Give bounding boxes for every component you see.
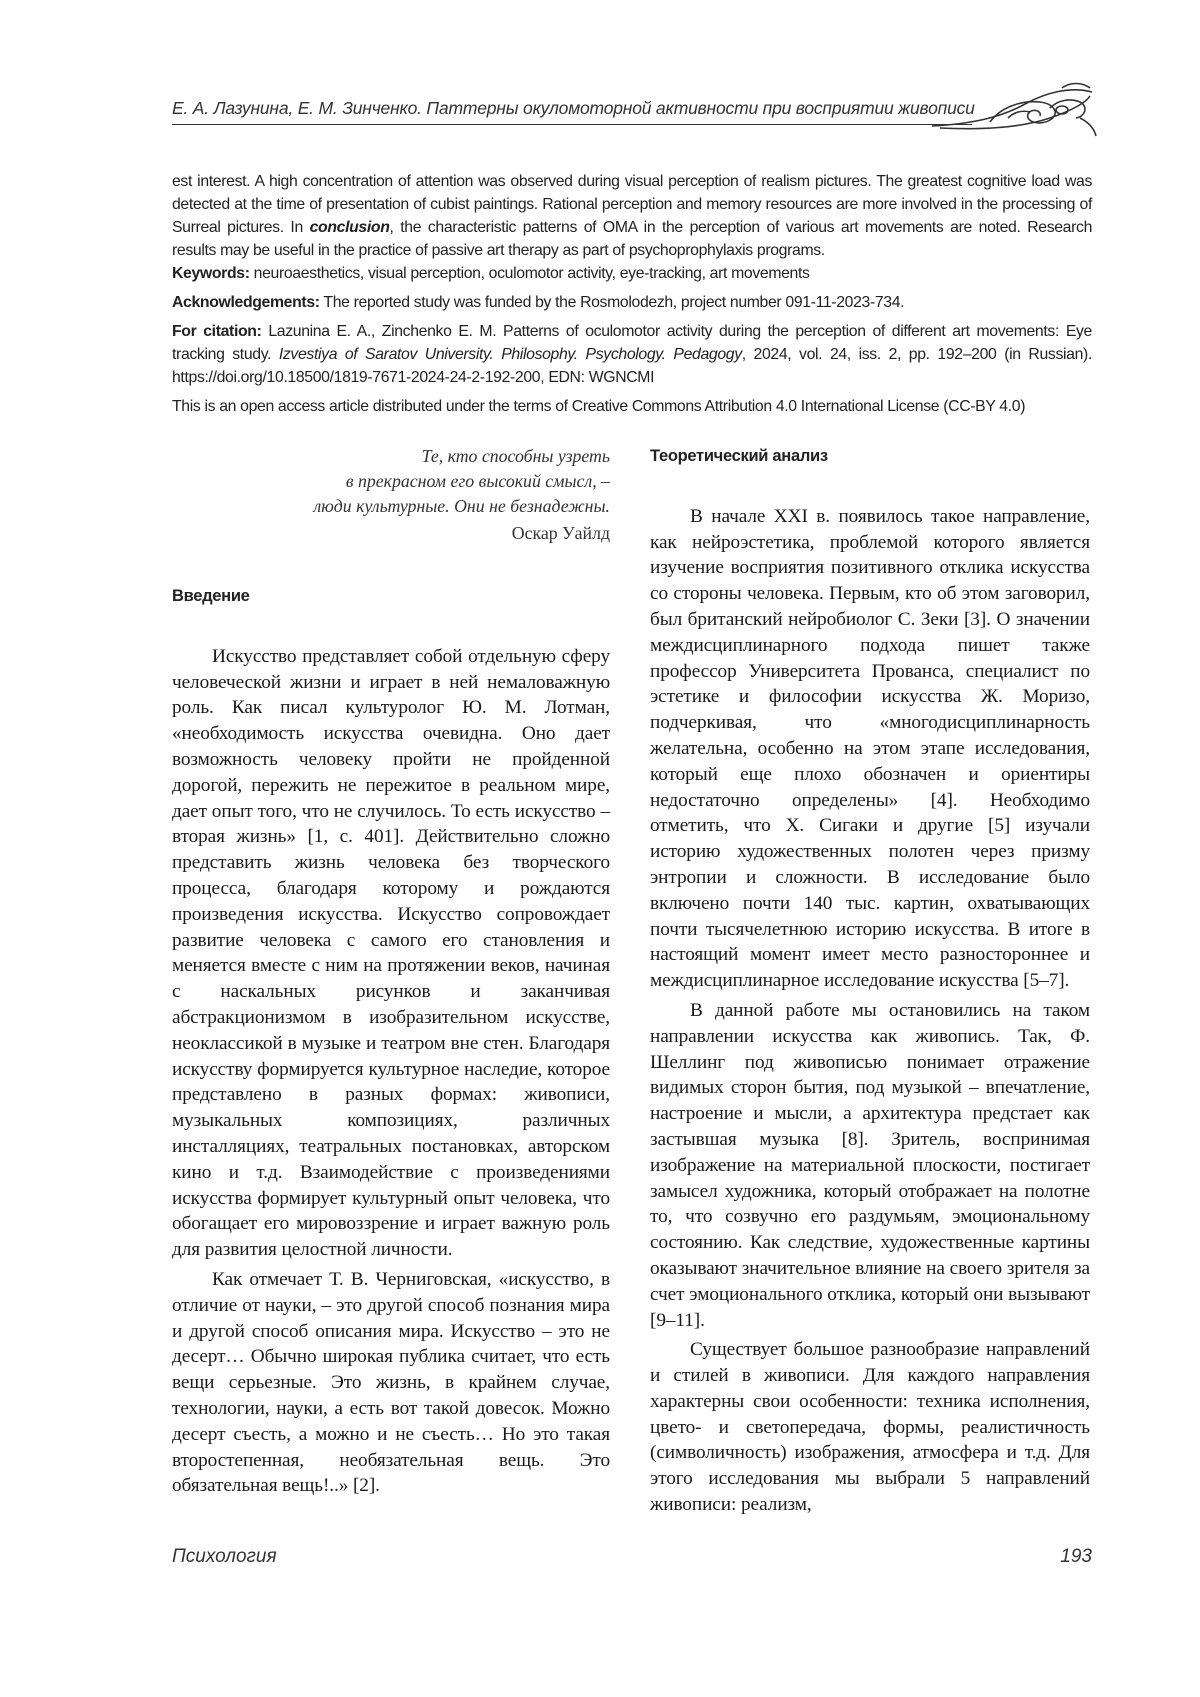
running-header: Е. А. Лазунина, Е. М. Зинченко. Паттерны окуломоторной активности при восприятии живописи [172, 98, 975, 118]
paragraph: В начале XXI в. появилось такое направление, как нейроэстетика, проблемой которого является изучение восприятия позитивного отклика искусства со стороны человека. Первым, кто об этом заговорил, был британский нейробиолог С. Зеки [3]. О значении междисциплинарного подхода пишет также профессор Университета Прованса, специалист по эстетике и философии искусства Ж. Моризо, подчеркивая, что «многодисциплинарность желательна, особенно на этом этапе исследования, который еще плохо обозначен и ориентиры недостаточно определены» [4]. Необходимо отметить, что Х. Сигаки и другие [5] изучали историю художественных полотен через призму энтропии и сложности. В исследование было включено почти 140 тыс. картин, охватывающих почти тысячелетнюю историю искусства. В итоге в настоящий момент имеет место разностороннее и междисциплинарное исследование искусства [5–7]. [650, 505, 1090, 992]
epigraph-line: люди культурные. Они не безнадежны. [313, 496, 610, 516]
epigraph-line: в прекрасном его высокий смысл, – [345, 471, 610, 491]
left-column [172, 444, 610, 1499]
abstract-emphasis: conclusion [309, 219, 390, 236]
abstract-block [172, 170, 1092, 418]
paragraph: Искусство представляет собой отдельную сферу человеческой жизни и играет в ней немаловажную роль. Как писал культуролог Ю. М. Лотман, «необходимость искусства очевидна. Оно дает возможность человеку пройти не пройденной дорогой, пережить не пережитое в реальном мире, дает опыт того, что не случилось. То есть искусство – вторая жизнь» [1, с. 401]. Действительно сложно представить жизнь человека без творческого процесса, благодаря которому и рождаются произведения искусства. Искусство сопровождает развитие человека с самого его становления и меняется вместе с ним на протяжении веков, начиная с наскальных рисунков и заканчивая абстракционизмом в изобразительном искусстве, неоклассикой в музыке и театром вне стен. Благодаря искусству формируется культурное наследие, которое представлено в разных формах: живописи, музыкальных композициях, различных инсталляциях, театральных постановках, авторском кино и т.д. Взаимодействие с произведениями искусства формирует культурный опыт человека, что обогащает его мировоззрение и играет важную роль для развития целостной личности. [172, 645, 610, 1261]
paragraph: Как отмечает Т. В. Черниговская, «искусство, в отличие от науки, – это другой способ познания мира и другой способ описания мира. Искусство – это не десерт… Обычно широкая публика считает, что есть вещи серьезные. Это жизнь, в крайнем случае, технологии, науки, а есть вот такой довесок. Можно десерт съесть, а можно и не съесть… Но это такая второстепенная, необязательная вещь. Это обязательная вещь!..» [2]. [172, 1268, 610, 1497]
right-column [650, 444, 1090, 1518]
license-note: This is an open access article distributed under the terms of Creative Commons Attribution 4.0 International License (CC-BY 4.0) [172, 398, 1026, 415]
page-number: 193 [1060, 1546, 1092, 1567]
citation: For citation: Lazunina E. A., Zinchenko E. M. Patterns of oculomotor activity during the perception of different art movements: Eye tracking study. Izvestiya of Saratov University. Philosophy. Psychology. Pedagogy, 2024, vol. 24, iss. 2, pp. 192–200 (in Russian). https://doi.org/10.18500/1819-7671-2024-24-2-192-200, EDN: WGNCMI [172, 323, 1092, 386]
paragraph: В данной работе мы остановились на таком направлении искусства как живопись. Так, Ф. Шеллинг под живописью понимает отражение видимых сторон бытия, под музыкой – впечатление, настроение и мысли, а архитектура предстает как застывшая музыка [8]. Зритель, воспринимая изображение на материальной плоскости, постигает замысел художника, который отображает на полотне то, что созвучно его раздумьям, эмоциональному состоянию. Как следствие, художественные картины оказывают значительное влияние на своего зрителя за счет эмоционального отклика, который они вызывают [9–11]. [650, 999, 1090, 1331]
epigraph-author: Оскар Уайлд [511, 523, 610, 543]
epigraph [172, 444, 610, 546]
epigraph-line: Те, кто способны узреть [421, 446, 610, 466]
paragraph: Существует большое разнообразие направлений и стилей в живописи. Для каждого направления характерны свои особенности: техника исполнения, цвето- и светопередача, формы, реалистичность (символичность) изображения, атмосфера и т.д. Для этого исследования мы выбрали 5 направлений живописи: реализм, [650, 1339, 1090, 1516]
footer-section: Психология [172, 1546, 277, 1567]
acknowledgements: Acknowledgements: The reported study was funded by the Rosmolodezh, project number 091-11-2023-734. [172, 294, 905, 311]
abstract-text: est interest. A high concentration of attention was observed during visual perception of realism pictures. The greatest cognitive load was detected at the time of presentation of cubist paintings. Rational perception and memory resources are more involved in the processing of Surreal pictures. In conclusion, the characteristic patterns of OMA in the perception of various art movements are noted. Research results may be useful in the practice of passive art therapy as part of psychoprophylaxis programs. [172, 173, 1093, 259]
art-nouveau-ornament-icon [930, 78, 1100, 140]
section-title-introduction: Введение [172, 587, 250, 605]
header-rule [172, 124, 972, 125]
section-title-theory: Теоретический анализ [650, 447, 828, 465]
keywords: Keywords: neuroaesthetics, visual perception, oculomotor activity, eye-tracking, art movements [172, 265, 810, 282]
